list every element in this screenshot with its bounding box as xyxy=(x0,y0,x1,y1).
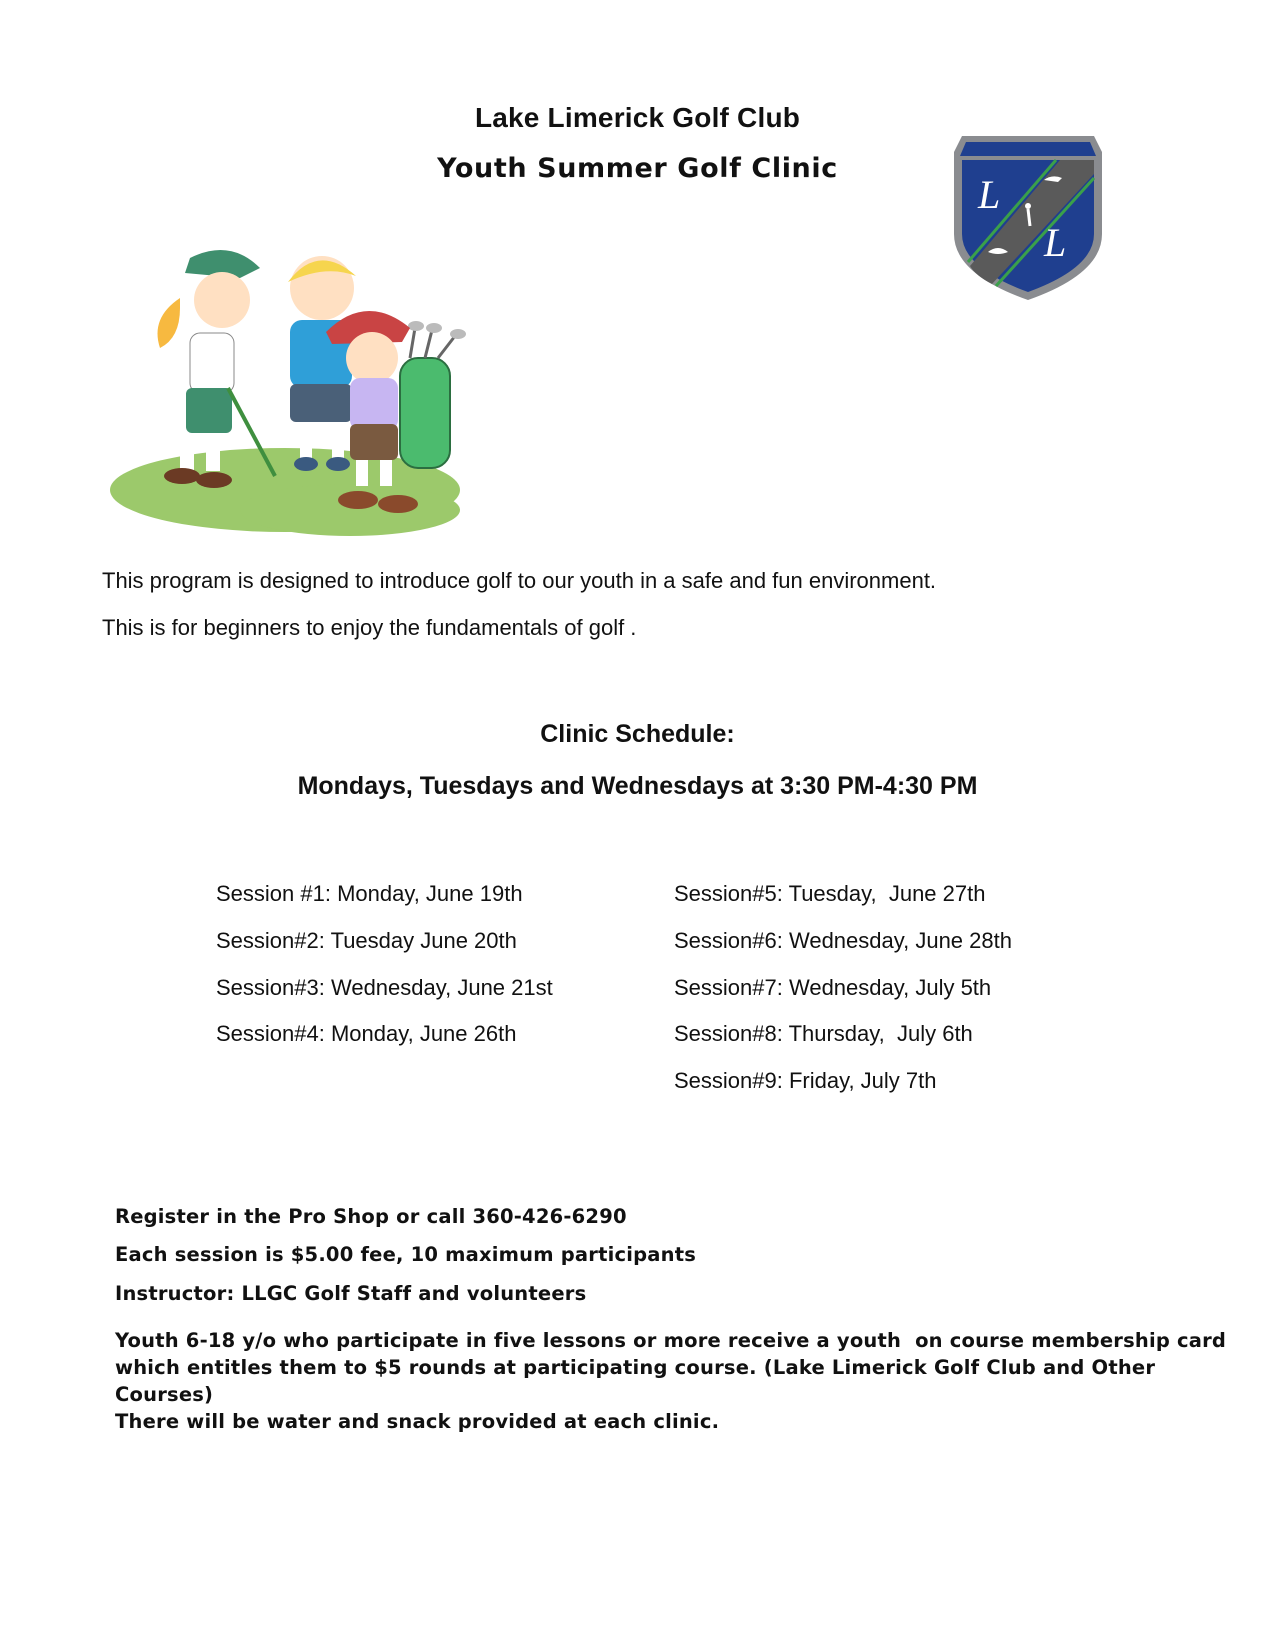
membership-info xyxy=(115,1327,1245,1435)
session-item: Session#6: Wednesday, June 28th xyxy=(674,928,1012,953)
club-name: Lake Limerick Golf Club xyxy=(474,102,801,133)
session-item: Session#7: Wednesday, July 5th xyxy=(674,975,992,1000)
membership-line: There will be water and snack provided at each clinic. xyxy=(115,1410,720,1433)
session-item: Session#2: Tuesday June 20th xyxy=(216,928,517,953)
membership-line: Youth 6-18 y/o who participate in five lessons or more receive a youth on course membership card xyxy=(115,1329,1227,1352)
membership-line: which entitles them to $5 rounds at participating course. (Lake Limerick Golf Club and Other Courses) xyxy=(115,1356,1156,1406)
session-item: Session#4: Monday, June 26th xyxy=(216,1021,517,1046)
session-item: Session#8: Thursday, July 6th xyxy=(674,1021,973,1046)
intro-line-2: This is for beginners to enjoy the fundamentals of golf . xyxy=(102,615,637,640)
program-title: Youth Summer Golf Clinic xyxy=(437,153,838,184)
session-item: Session#3: Wednesday, June 21st xyxy=(216,975,553,1000)
session-item: Session#5: Tuesday, June 27th xyxy=(674,881,986,906)
register-info: Register in the Pro Shop or call 360-426-6290 xyxy=(115,1205,627,1228)
schedule-heading: Clinic Schedule: xyxy=(540,720,735,748)
svg-text:L: L xyxy=(978,172,1001,217)
kids-golfing-illustration xyxy=(110,238,500,558)
schedule-days-time: Mondays, Tuesdays and Wednesdays at 3:30 PM-4:30 PM xyxy=(297,772,978,800)
club-logo xyxy=(948,134,1108,304)
instructor-info: Instructor: LLGC Golf Staff and volunteers xyxy=(115,1282,587,1305)
intro-line-1: This program is designed to introduce golf to our youth in a safe and fun environment. xyxy=(102,568,937,593)
fee-info: Each session is $5.00 fee, 10 maximum participants xyxy=(115,1243,697,1266)
svg-text:L: L xyxy=(1044,220,1067,265)
session-item: Session #1: Monday, June 19th xyxy=(216,881,523,906)
session-item: Session#9: Friday, July 7th xyxy=(674,1068,937,1093)
